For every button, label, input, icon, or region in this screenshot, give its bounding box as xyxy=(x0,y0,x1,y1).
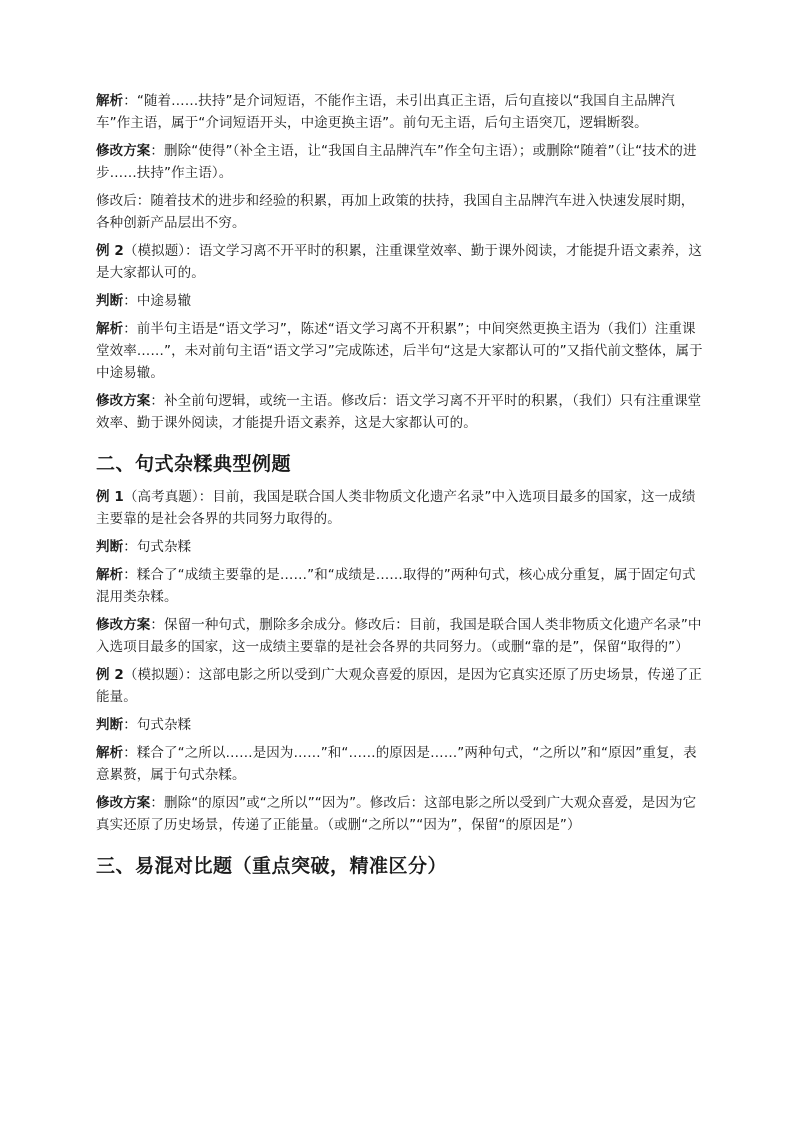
label-separator: ： xyxy=(123,293,137,309)
paragraph-label: 修改方案 xyxy=(96,393,151,409)
paragraph xyxy=(96,714,706,736)
paragraph-label: 例 2 xyxy=(96,243,124,259)
paragraph-text: 前半句主语是“语文学习”，陈述“语文学习离不开积累”；中间突然更换主语为（我们）注重课堂效率……”，未对前句主语“语文学习”完成陈述，后半句“这是大家都认可的”又指代前文整体，属于中途易辙。 xyxy=(96,321,703,381)
paragraph-label: 判断 xyxy=(96,717,124,733)
paragraph xyxy=(96,140,706,184)
label-separator: ： xyxy=(123,321,137,337)
paragraph-label: 修改方案 xyxy=(96,795,151,811)
paragraph xyxy=(96,792,706,836)
paragraph xyxy=(96,318,706,384)
paragraph-label: 修改方案 xyxy=(96,143,151,159)
label-separator: ： xyxy=(123,745,137,761)
paragraph-label: 判断 xyxy=(96,539,124,555)
paragraph-label: 修改方案 xyxy=(96,617,151,633)
paragraph xyxy=(96,190,706,234)
paragraph-label: 例 2 xyxy=(96,667,124,683)
paragraph-label: 解析 xyxy=(96,567,124,583)
label-separator: ： xyxy=(123,567,137,583)
paragraph-label: 解析 xyxy=(96,321,124,337)
paragraph xyxy=(96,90,706,134)
label-separator: ： xyxy=(123,539,137,555)
paragraph-text: 糅合了“成绩主要靠的是……”和“成绩是……取得的”两种句式，核心成分重复，属于固定句式混用类杂糅。 xyxy=(96,567,696,605)
paragraph-label: 判断 xyxy=(96,293,124,309)
paragraph-text: 修改后：随着技术的进步和经验的积累，再加上政策的扶持，我国自主品牌汽车进入快速发展时期，各种创新产品层出不穷。 xyxy=(96,193,695,231)
paragraph-label: 例 1 xyxy=(96,489,124,505)
paragraph xyxy=(96,290,706,312)
paragraph-text: 句式杂糅 xyxy=(136,539,192,555)
paragraph xyxy=(96,486,706,530)
document-body xyxy=(96,90,706,888)
paragraph-text: （模拟题）：这部电影之所以受到广大观众喜爱的原因，是因为它真实还原了历史场景，传递了正能量。 xyxy=(96,667,702,705)
paragraph xyxy=(96,564,706,608)
section-heading: 二、句式杂糅典型例题 xyxy=(96,453,292,475)
paragraph-text: 删除“的原因”或“之所以”“因为”。修改后：这部电影之所以受到广大观众喜爱，是因为它真实还原了历史场景，传递了正能量。（或删“之所以”“因为”，保留“的原因是”） xyxy=(96,795,697,833)
paragraph-text: 保留一种句式，删除多余成分。修改后：目前，我国是联合国人类非物质文化遗产名录”中入选项目最多的国家，这一成绩主要靠的是社会各界的共同努力。（或删“靠的是”，保留“取得的”） xyxy=(96,617,702,655)
paragraph-text: （模拟题）：语文学习离不开平时的积累，注重课堂效率、勤于课外阅读，才能提升语文素养，这是大家都认可的。 xyxy=(96,243,702,281)
paragraph-text: “随着……扶持”是介词短语，不能作主语，未引出真正主语，后句直接以“我国自主品牌汽车”作主语，属于“介词短语开头，中途更换主语”。前句无主语，后句主语突兀，逻辑断裂。 xyxy=(96,93,675,131)
paragraph xyxy=(96,664,706,708)
paragraph-text: 补全前句逻辑，或统一主语。修改后：语文学习离不开平时的积累，（我们）只有注重课堂效率、勤于课外阅读，才能提升语文素养，这是大家都认可的。 xyxy=(96,393,702,431)
paragraph xyxy=(96,390,706,434)
label-separator: ： xyxy=(150,143,165,159)
paragraph-label: 解析 xyxy=(96,93,124,109)
paragraph-text: 删除“使得”（补全主语，让“我国自主品牌汽车”作全句主语）；或删除“随着”（让“技术的进步……扶持”作主语）。 xyxy=(96,143,697,181)
label-separator: ： xyxy=(150,795,165,811)
section-heading: 三、易混对比题（重点突破，精准区分） xyxy=(96,855,448,877)
label-separator: ： xyxy=(150,617,165,633)
label-separator: ： xyxy=(123,93,137,109)
paragraph-text: 句式杂糅 xyxy=(136,717,192,733)
paragraph-label: 解析 xyxy=(96,745,124,761)
paragraph-text: 中途易辙 xyxy=(136,293,192,309)
label-separator: ： xyxy=(150,393,165,409)
paragraph-text: 糅合了“之所以……是因为……”和“……的原因是……”两种句式，“之所以”和“原因”重复，表意累赘，属于句式杂糅。 xyxy=(96,745,697,783)
paragraph xyxy=(96,240,706,284)
paragraph xyxy=(96,536,706,558)
label-separator: ： xyxy=(123,717,137,733)
paragraph xyxy=(96,614,706,658)
paragraph-text: （高考真题）：目前，我国是联合国人类非物质文化遗产名录”中入选项目最多的国家，这一成绩主要靠的是社会各界的共同努力取得的。 xyxy=(96,489,696,527)
paragraph xyxy=(96,742,706,786)
